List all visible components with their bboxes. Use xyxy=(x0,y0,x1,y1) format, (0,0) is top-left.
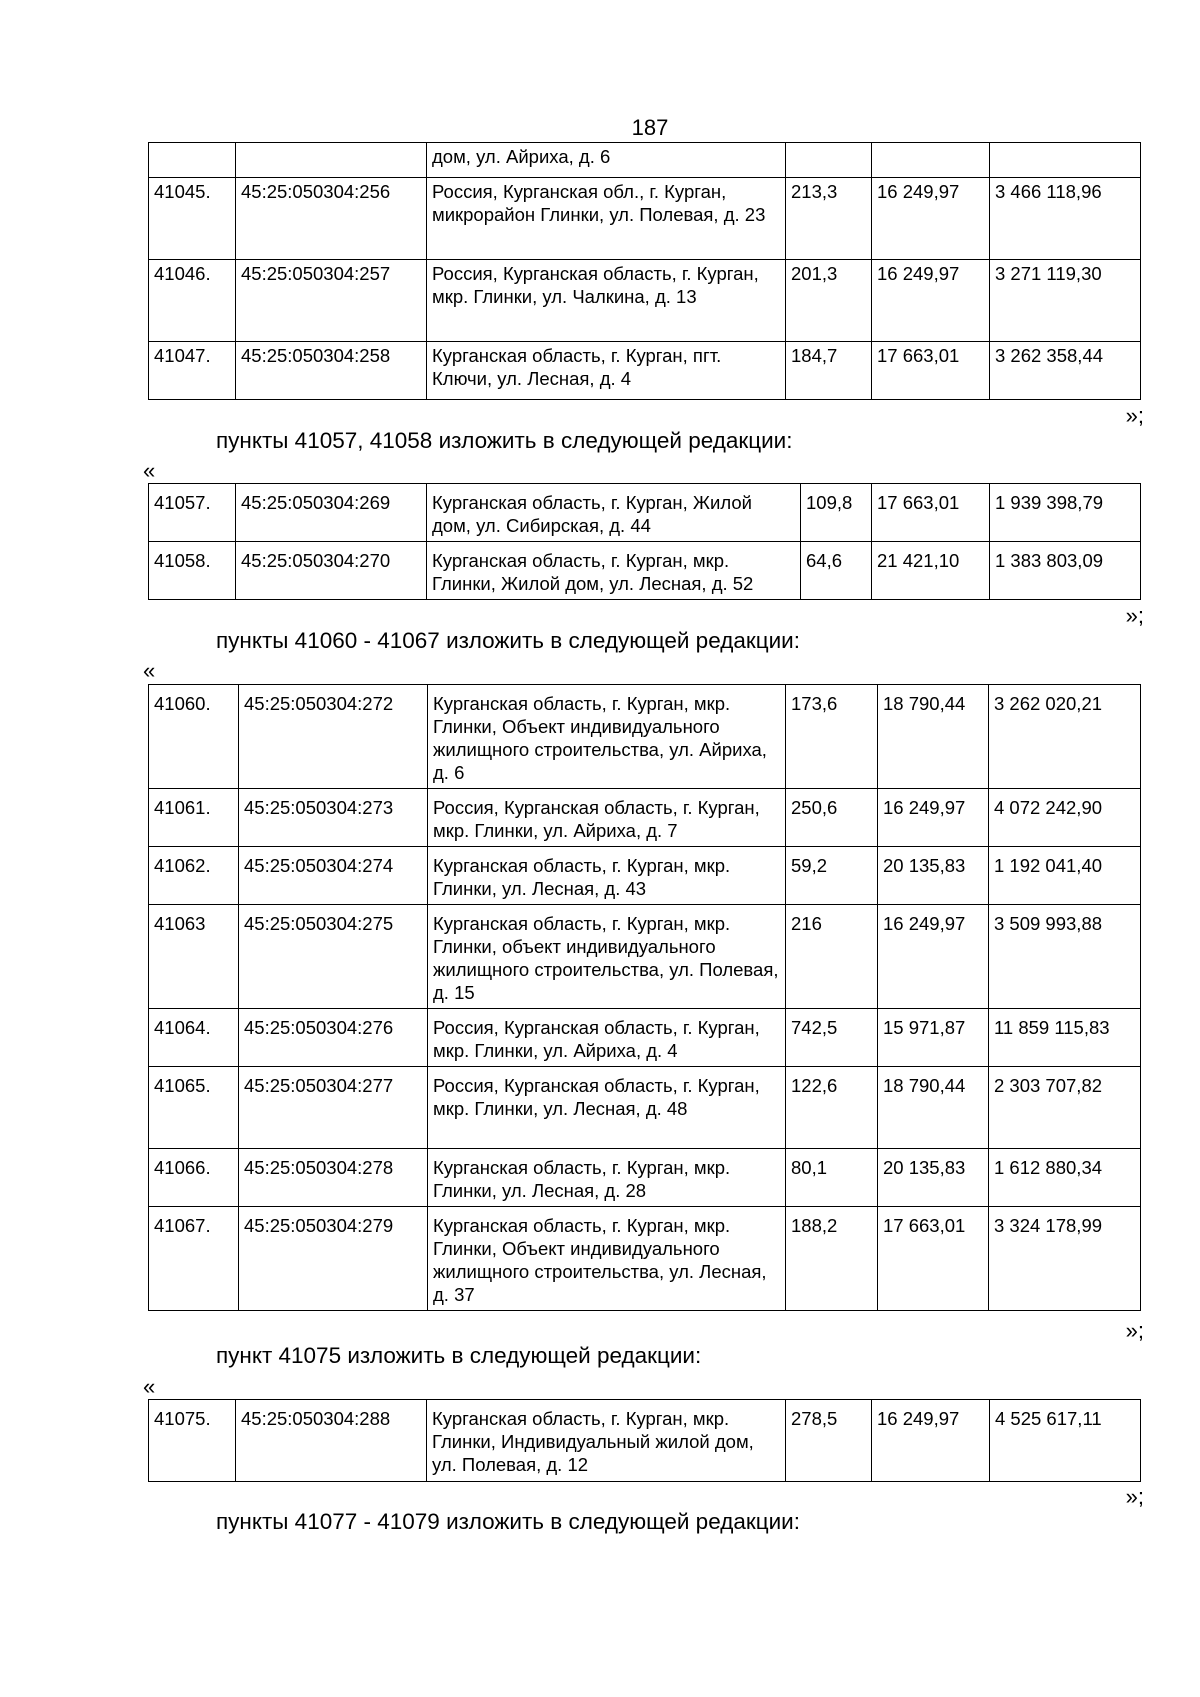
rate: 20 135,83 xyxy=(878,1149,989,1207)
address: Курганская область, г. Курган, мкр. Глинки, ул. Лесная, д. 28 xyxy=(428,1149,786,1207)
row-number: 41062. xyxy=(149,847,239,905)
address: Курганская область, г. Курган, мкр. Глинки, объект индивидуального жилищного строительства, ул. Полевая, д. 15 xyxy=(428,905,786,1009)
area: 742,5 xyxy=(786,1009,878,1067)
cadastral-number: 45:25:050304:270 xyxy=(236,542,427,600)
closing-quote: »; xyxy=(1125,1318,1144,1343)
area xyxy=(786,143,872,178)
area: 59,2 xyxy=(786,847,878,905)
cost: 3 324 178,99 xyxy=(989,1207,1141,1311)
area: 184,7 xyxy=(786,342,872,400)
cadastral-number: 45:25:050304:269 xyxy=(236,484,427,542)
table-row xyxy=(149,1149,1141,1207)
table-row xyxy=(149,342,1141,400)
cadastral-number: 45:25:050304:279 xyxy=(239,1207,428,1311)
page-number: 187 xyxy=(631,115,669,140)
area: 64,6 xyxy=(801,542,872,600)
rate: 16 249,97 xyxy=(872,178,990,260)
address: Курганская область, г. Курган, мкр. Глинки, Жилой дом, ул. Лесная, д. 52 xyxy=(427,542,801,600)
cadastral-number: 45:25:050304:256 xyxy=(236,178,427,260)
cadastral-number: 45:25:050304:277 xyxy=(239,1067,428,1149)
area: 173,6 xyxy=(786,685,878,789)
amendment-paragraph: пункт 41075 изложить в следующей редакции: xyxy=(216,1343,702,1368)
row-number: 41047. xyxy=(149,342,236,400)
row-number: 41063 xyxy=(149,905,239,1009)
row-number: 41061. xyxy=(149,789,239,847)
cost: 1 612 880,34 xyxy=(989,1149,1141,1207)
table-row xyxy=(149,1400,1141,1482)
cost: 3 466 118,96 xyxy=(990,178,1141,260)
table-row xyxy=(149,178,1141,260)
area: 80,1 xyxy=(786,1149,878,1207)
row-number: 41064. xyxy=(149,1009,239,1067)
closing-quote: »; xyxy=(1125,403,1144,428)
cost: 3 271 119,30 xyxy=(990,260,1141,342)
rate: 18 790,44 xyxy=(878,1067,989,1149)
area: 109,8 xyxy=(801,484,872,542)
cadastral-number: 45:25:050304:258 xyxy=(236,342,427,400)
area: 278,5 xyxy=(786,1400,872,1482)
table-row xyxy=(149,789,1141,847)
table-row xyxy=(149,905,1141,1009)
address: Россия, Курганская область, г. Курган, мкр. Глинки, ул. Айриха, д. 4 xyxy=(428,1009,786,1067)
cost: 11 859 115,83 xyxy=(989,1009,1141,1067)
cost: 1 192 041,40 xyxy=(989,847,1141,905)
opening-quote: « xyxy=(143,658,156,683)
rate: 17 663,01 xyxy=(872,484,990,542)
rate xyxy=(872,143,990,178)
property-table xyxy=(148,483,1141,600)
cost xyxy=(990,143,1141,178)
row-number: 41065. xyxy=(149,1067,239,1149)
address: Россия, Курганская область, г. Курган, мкр. Глинки, ул. Лесная, д. 48 xyxy=(428,1067,786,1149)
property-table xyxy=(148,684,1141,1311)
row-number: 41067. xyxy=(149,1207,239,1311)
cost: 3 262 358,44 xyxy=(990,342,1141,400)
rate: 18 790,44 xyxy=(878,685,989,789)
opening-quote: « xyxy=(143,458,156,483)
cadastral-number: 45:25:050304:272 xyxy=(239,685,428,789)
area: 216 xyxy=(786,905,878,1009)
rate: 16 249,97 xyxy=(878,789,989,847)
area: 122,6 xyxy=(786,1067,878,1149)
cadastral-number: 45:25:050304:288 xyxy=(236,1400,427,1482)
row-number: 41075. xyxy=(149,1400,236,1482)
rate: 17 663,01 xyxy=(878,1207,989,1311)
row-number: 41058. xyxy=(149,542,236,600)
row-number: 41046. xyxy=(149,260,236,342)
address: Курганская область, г. Курган, мкр. Глинки, Объект индивидуального жилищного строительства, ул. Айриха, д. 6 xyxy=(428,685,786,789)
table-row xyxy=(149,1207,1141,1311)
table-row xyxy=(149,143,1141,178)
table-row xyxy=(149,847,1141,905)
opening-quote: « xyxy=(143,1374,156,1399)
cadastral-number: 45:25:050304:274 xyxy=(239,847,428,905)
amendment-paragraph: пункты 41077 - 41079 изложить в следующей редакции: xyxy=(216,1509,800,1534)
row-number xyxy=(149,143,236,178)
row-number: 41057. xyxy=(149,484,236,542)
address: дом, ул. Айриха, д. 6 xyxy=(427,143,786,178)
address: Россия, Курганская обл., г. Курган, микрорайон Глинки, ул. Полевая, д. 23 xyxy=(427,178,786,260)
table-row xyxy=(149,1067,1141,1149)
property-table xyxy=(148,1399,1141,1482)
address: Курганская область, г. Курган, пгт. Ключи, ул. Лесная, д. 4 xyxy=(427,342,786,400)
area: 188,2 xyxy=(786,1207,878,1311)
rate: 20 135,83 xyxy=(878,847,989,905)
cost: 1 383 803,09 xyxy=(990,542,1141,600)
property-table xyxy=(148,142,1141,400)
address: Курганская область, г. Курган, мкр. Глинки, ул. Лесная, д. 43 xyxy=(428,847,786,905)
cadastral-number xyxy=(236,143,427,178)
cadastral-number: 45:25:050304:257 xyxy=(236,260,427,342)
cadastral-number: 45:25:050304:278 xyxy=(239,1149,428,1207)
cost: 2 303 707,82 xyxy=(989,1067,1141,1149)
rate: 21 421,10 xyxy=(872,542,990,600)
rate: 16 249,97 xyxy=(878,905,989,1009)
address: Курганская область, г. Курган, мкр. Глинки, Объект индивидуального жилищного строительства, ул. Лесная, д. 37 xyxy=(428,1207,786,1311)
area: 201,3 xyxy=(786,260,872,342)
rate: 15 971,87 xyxy=(878,1009,989,1067)
address: Россия, Курганская область, г. Курган, мкр. Глинки, ул. Айриха, д. 7 xyxy=(428,789,786,847)
area: 213,3 xyxy=(786,178,872,260)
rate: 16 249,97 xyxy=(872,260,990,342)
closing-quote: »; xyxy=(1125,603,1144,628)
cadastral-number: 45:25:050304:276 xyxy=(239,1009,428,1067)
table-row xyxy=(149,260,1141,342)
cadastral-number: 45:25:050304:275 xyxy=(239,905,428,1009)
address: Россия, Курганская область, г. Курган, мкр. Глинки, ул. Чалкина, д. 13 xyxy=(427,260,786,342)
table-row xyxy=(149,685,1141,789)
address: Курганская область, г. Курган, мкр. Глинки, Индивидуальный жилой дом, ул. Полевая, д. 12 xyxy=(427,1400,786,1482)
table-row xyxy=(149,542,1141,600)
row-number: 41066. xyxy=(149,1149,239,1207)
rate: 16 249,97 xyxy=(872,1400,990,1482)
closing-quote: »; xyxy=(1125,1484,1144,1509)
row-number: 41045. xyxy=(149,178,236,260)
table-row xyxy=(149,484,1141,542)
row-number: 41060. xyxy=(149,685,239,789)
cost: 3 262 020,21 xyxy=(989,685,1141,789)
area: 250,6 xyxy=(786,789,878,847)
cost: 3 509 993,88 xyxy=(989,905,1141,1009)
amendment-paragraph: пункты 41060 - 41067 изложить в следующей редакции: xyxy=(216,628,800,653)
amendment-paragraph: пункты 41057, 41058 изложить в следующей редакции: xyxy=(216,428,793,453)
cadastral-number: 45:25:050304:273 xyxy=(239,789,428,847)
rate: 17 663,01 xyxy=(872,342,990,400)
cost: 4 072 242,90 xyxy=(989,789,1141,847)
cost: 4 525 617,11 xyxy=(990,1400,1141,1482)
cost: 1 939 398,79 xyxy=(990,484,1141,542)
address: Курганская область, г. Курган, Жилой дом, ул. Сибирская, д. 44 xyxy=(427,484,801,542)
table-row xyxy=(149,1009,1141,1067)
